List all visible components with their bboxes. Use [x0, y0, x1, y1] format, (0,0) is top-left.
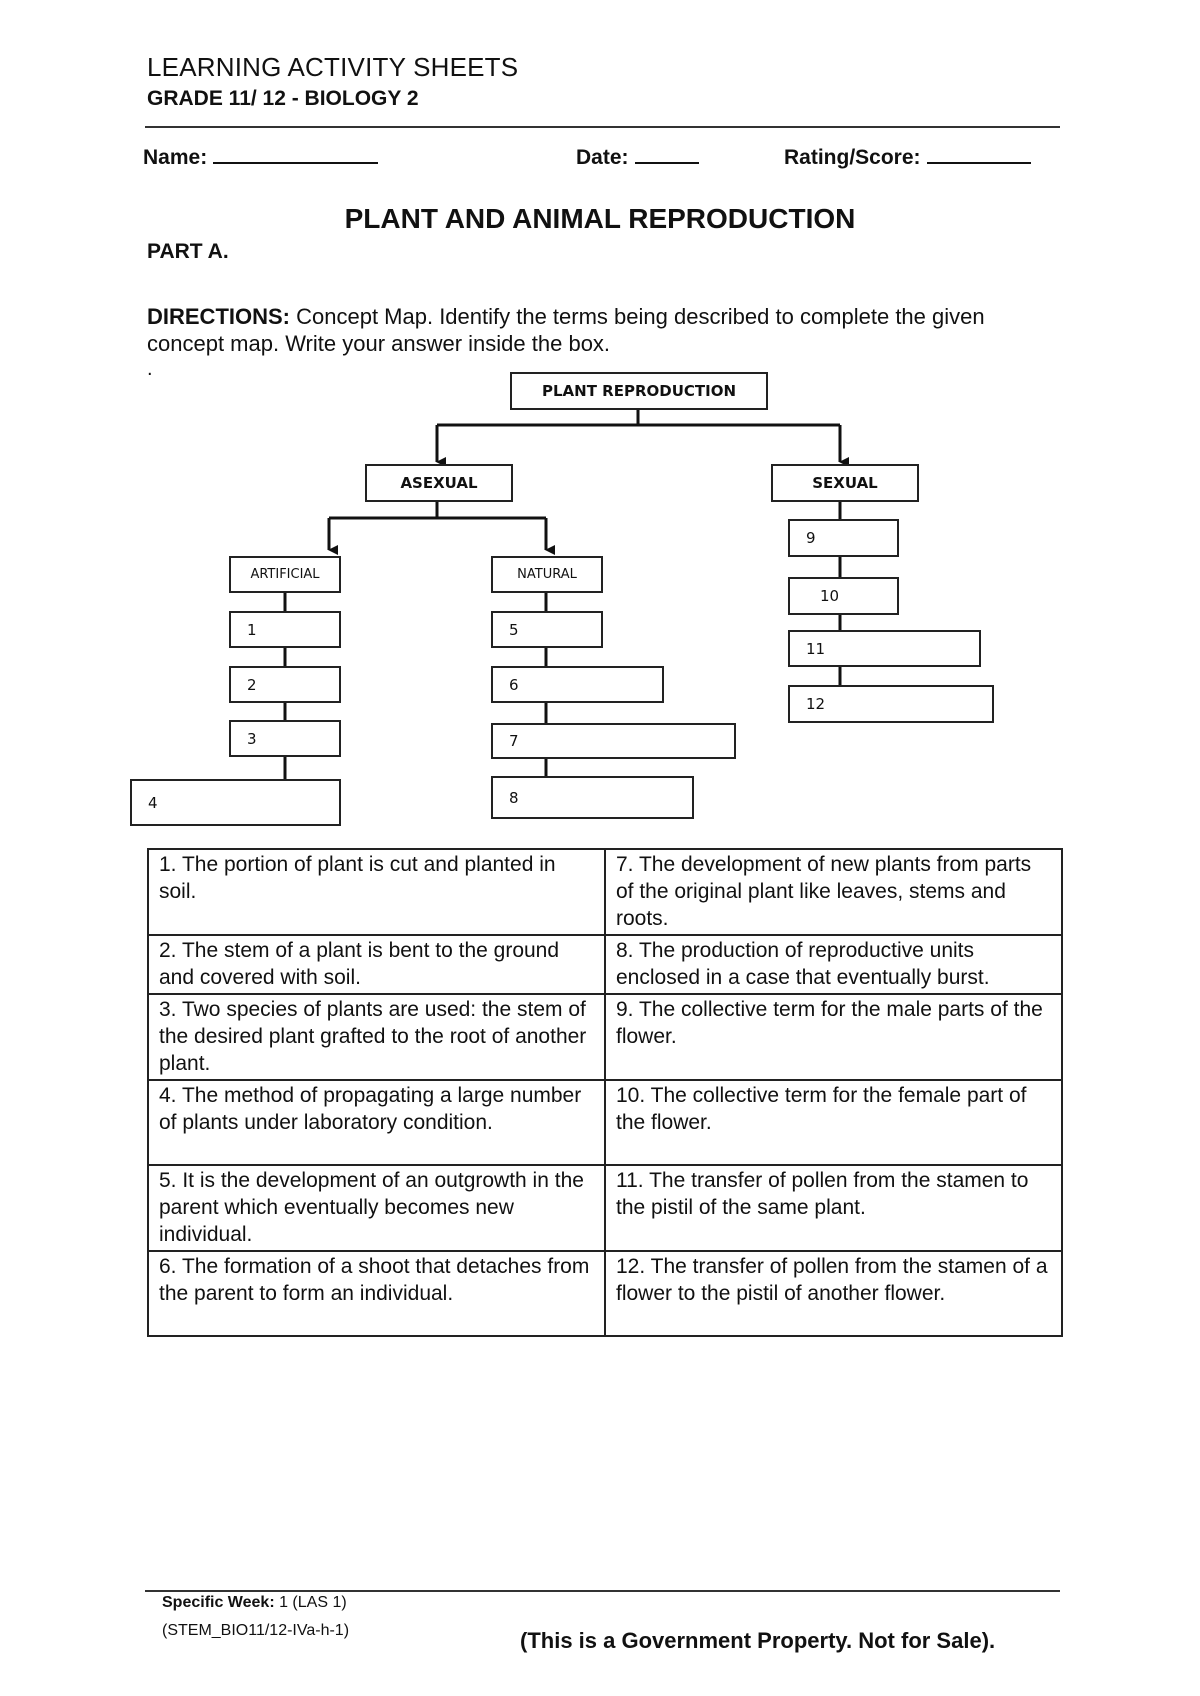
answer-box-2[interactable]: 2 [229, 666, 341, 703]
descriptions-table [147, 848, 1063, 1337]
answer-box-3[interactable]: 3 [229, 720, 341, 757]
description-cell: 7. The development of new plants from parts of the original plant like leaves, stems and roots. [605, 849, 1062, 935]
description-cell: 8. The production of reproductive units enclosed in a case that eventually burst. [605, 935, 1062, 994]
answer-box-11[interactable]: 11 [788, 630, 981, 667]
table-row [148, 1080, 1062, 1165]
table-row [148, 1165, 1062, 1251]
score-label: Rating/Score: [784, 146, 921, 169]
table-row [148, 994, 1062, 1080]
page-title: PLANT AND ANIMAL REPRODUCTION [344, 203, 856, 234]
date-label: Date: [576, 146, 629, 169]
name-label: Name: [143, 146, 208, 169]
sheet-title: LEARNING ACTIVITY SHEETS [147, 52, 519, 82]
node-artificial: ARTIFICIAL [229, 556, 341, 593]
description-cell: 9. The collective term for the male parts of the flower. [605, 994, 1062, 1080]
answer-box-7[interactable]: 7 [491, 723, 736, 759]
description-cell: 12. The transfer of pollen from the stamen of a flower to the pistil of another flower. [605, 1251, 1062, 1336]
answer-box-8[interactable]: 8 [491, 776, 694, 819]
description-cell: 10. The collective term for the female part of the flower. [605, 1080, 1062, 1165]
table-row [148, 935, 1062, 994]
description-cell: 6. The formation of a shoot that detaches from the parent to form an individual. [148, 1251, 605, 1336]
answer-box-1[interactable]: 1 [229, 611, 341, 648]
description-cell: 2. The stem of a plant is bent to the ground and covered with soil. [148, 935, 605, 994]
answer-box-10[interactable]: 10 [788, 577, 899, 615]
node-asexual: ASEXUAL [365, 464, 513, 502]
answer-box-6[interactable]: 6 [491, 666, 664, 703]
node-plant-reproduction: PLANT REPRODUCTION [510, 372, 768, 410]
directions-text: Concept Map. Identify the terms being described to complete the given concept map. Write your answer inside the box. [147, 304, 985, 356]
description-cell: 4. The method of propagating a large number of plants under laboratory condition. [148, 1080, 605, 1165]
grade-subject: GRADE 11/ 12 - BIOLOGY 2 [147, 87, 419, 110]
competency-code: (STEM_BIO11/12-IVa-h-1) [162, 1622, 350, 1639]
node-sexual: SEXUAL [771, 464, 919, 502]
directions-label: DIRECTIONS: [147, 304, 290, 329]
government-notice: (This is a Government Property. Not for Sale). [520, 1628, 996, 1653]
description-cell: 1. The portion of plant is cut and planted in soil. [148, 849, 605, 935]
description-cell: 3. Two species of plants are used: the stem of the desired plant grafted to the root of another plant. [148, 994, 605, 1080]
footer-divider [145, 1590, 1060, 1592]
week-value: 1 (LAS 1) [274, 1594, 347, 1611]
part-label: PART A. [147, 240, 229, 263]
stray-dot: . [147, 358, 153, 380]
table-row [148, 849, 1062, 935]
answer-box-5[interactable]: 5 [491, 611, 603, 648]
answer-box-9[interactable]: 9 [788, 519, 899, 557]
answer-box-4[interactable]: 4 [130, 779, 341, 826]
node-natural: NATURAL [491, 556, 603, 593]
week-label: Specific Week: [162, 1594, 275, 1611]
table-row [148, 1251, 1062, 1336]
specific-week [162, 1594, 347, 1612]
description-cell: 11. The transfer of pollen from the stamen to the pistil of the same plant. [605, 1165, 1062, 1251]
answer-box-12[interactable]: 12 [788, 685, 994, 723]
description-cell: 5. It is the development of an outgrowth in the parent which eventually becomes new individual. [148, 1165, 605, 1251]
